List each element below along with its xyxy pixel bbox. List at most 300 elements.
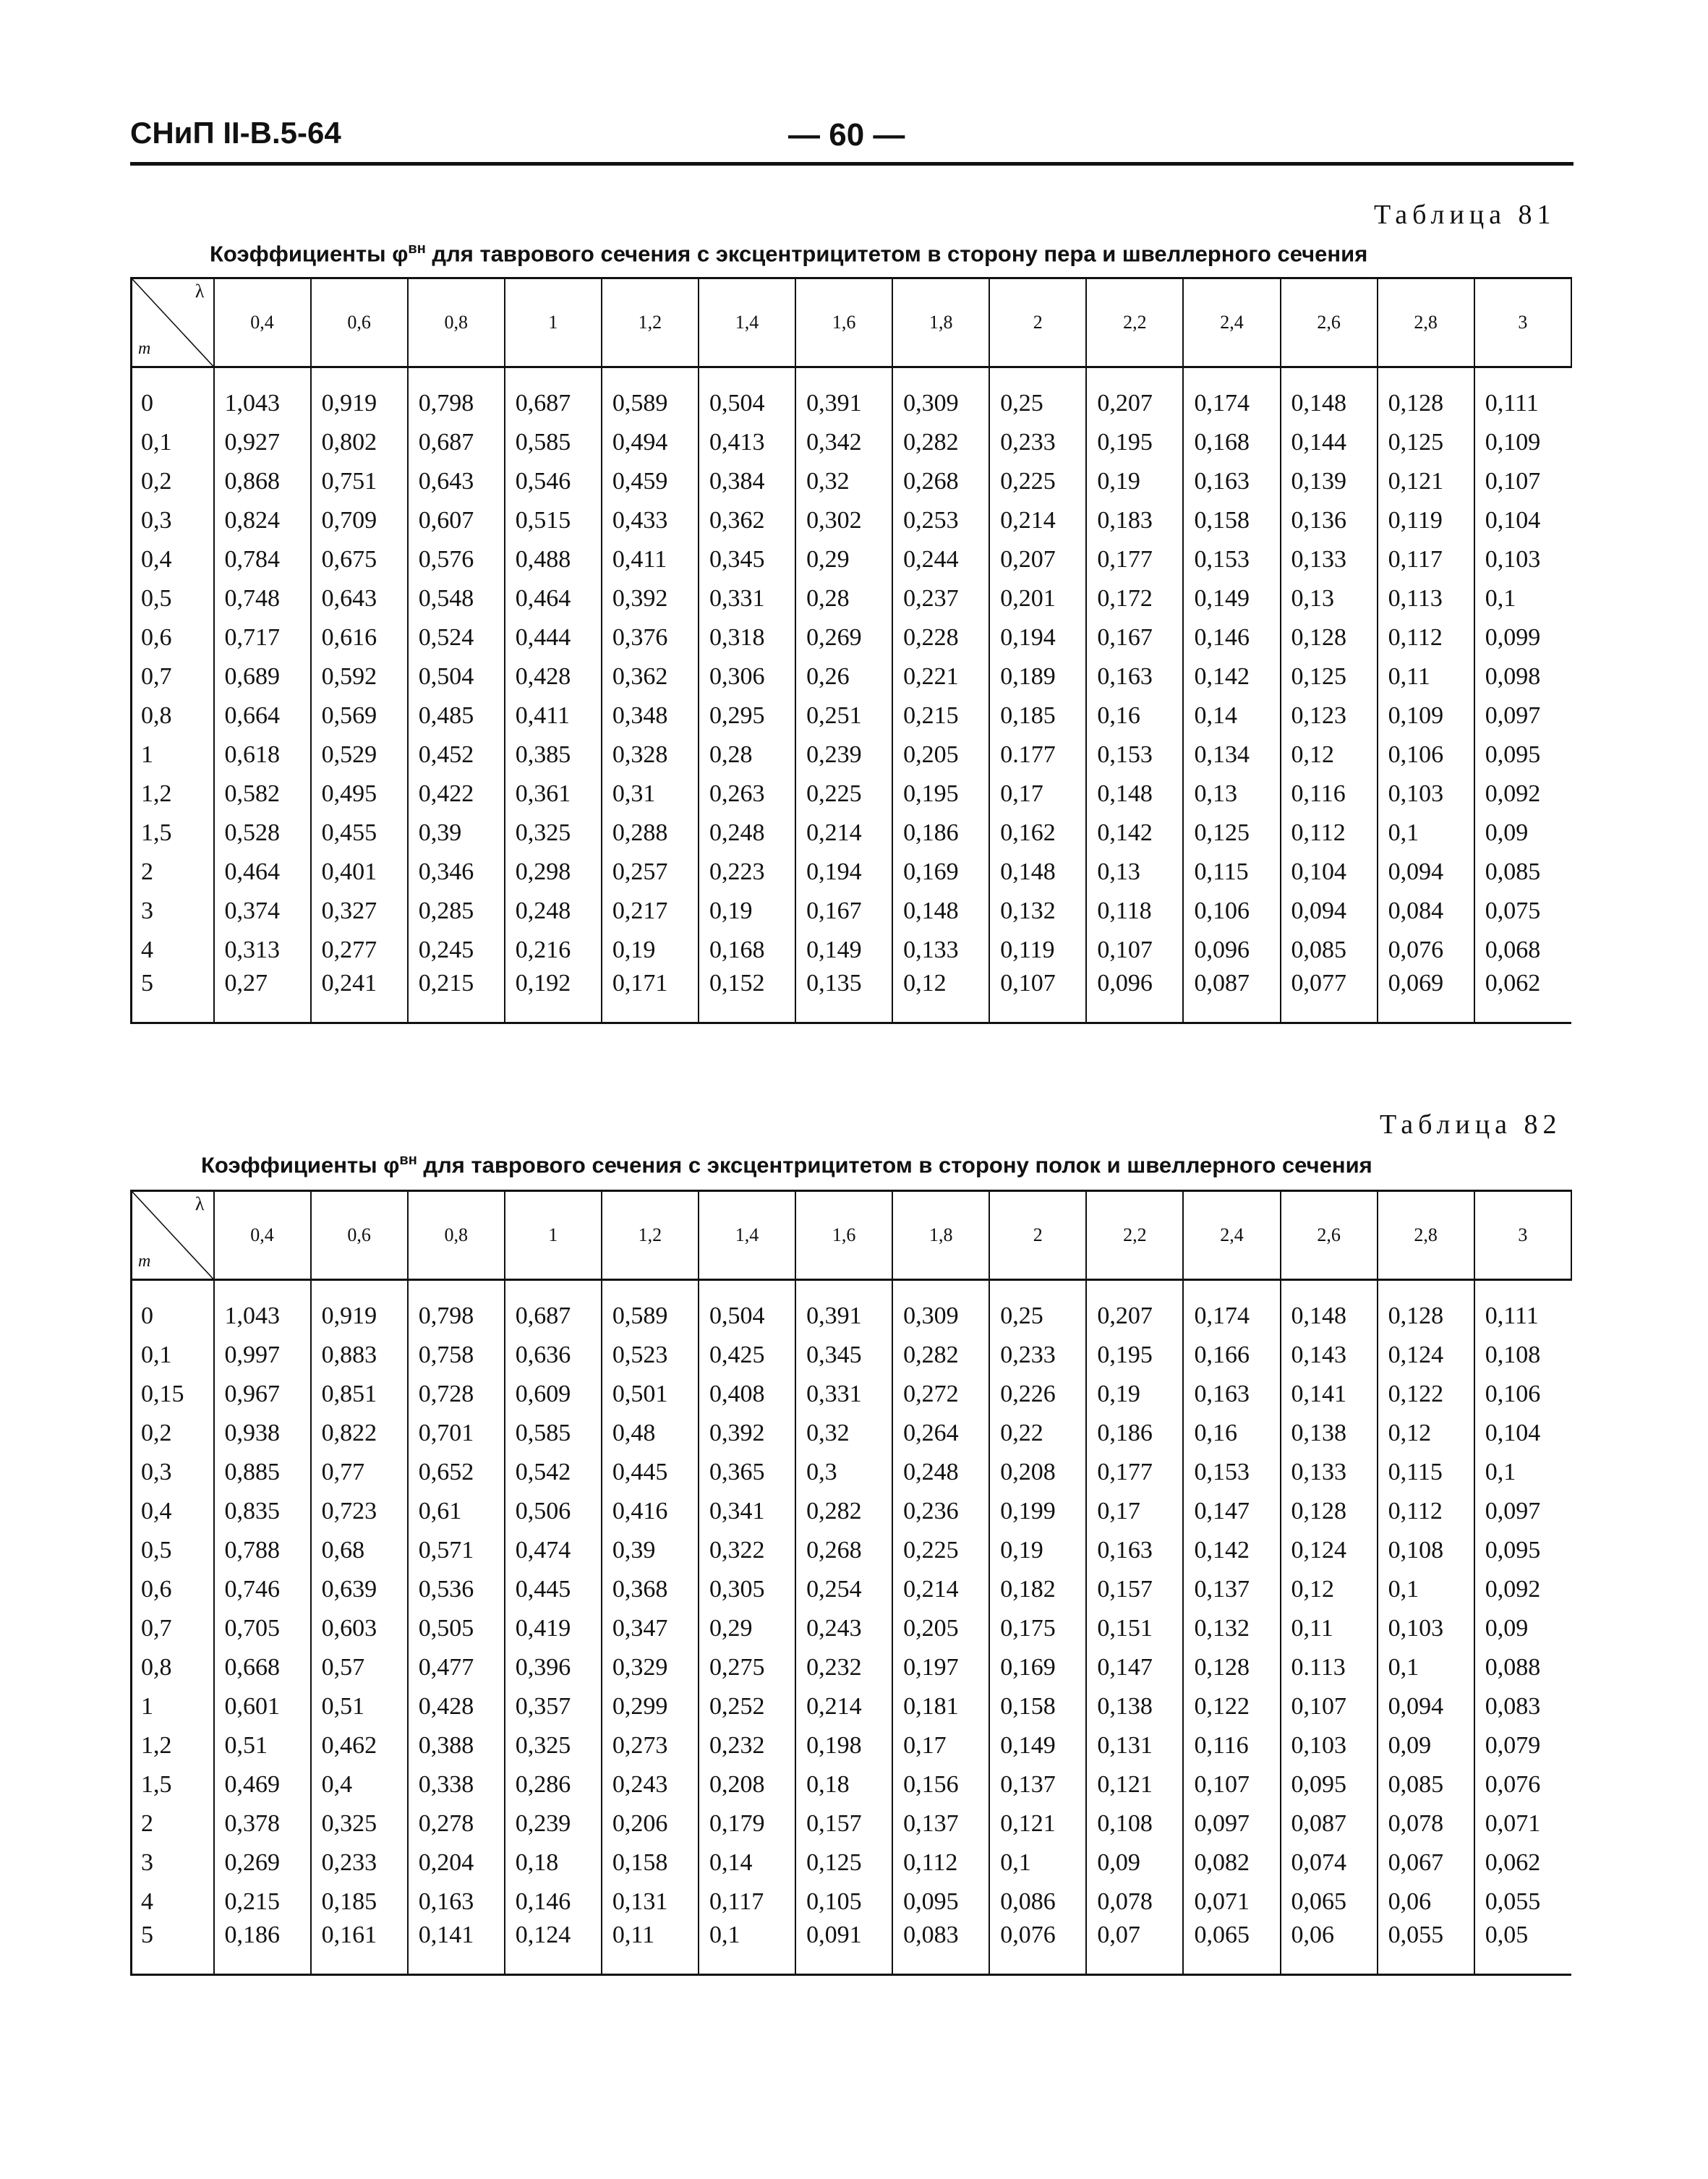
coefficient-cell: 0,086 [989, 1882, 1086, 1922]
coefficient-cell: 0,233 [311, 1843, 408, 1882]
coefficient-cell: 0,158 [602, 1843, 699, 1882]
coefficient-cell: 0,097 [1474, 696, 1571, 735]
coefficient-cell: 0,798 [408, 384, 505, 423]
coefficient-cell: 0,384 [699, 462, 795, 501]
coefficient-cell: 0,835 [214, 1492, 311, 1531]
coefficient-cell: 0,118 [1086, 892, 1183, 931]
coefficient-cell: 0,1 [699, 1922, 795, 1975]
coefficient-cell: 0,528 [214, 814, 311, 853]
row-m-value: 0,1 [132, 1336, 214, 1375]
coefficient-cell: 0,205 [892, 735, 989, 775]
coefficient-cell: 0,225 [795, 775, 892, 814]
coefficient-cell: 0,452 [408, 735, 505, 775]
coefficient-cell: 0,392 [602, 579, 699, 618]
coefficient-cell: 0,51 [311, 1687, 408, 1726]
coefficient-cell: 0,207 [989, 540, 1086, 579]
coefficient-cell: 0,174 [1183, 1297, 1280, 1336]
row-m-value: 0,8 [132, 1648, 214, 1687]
column-header: 0,8 [408, 278, 505, 367]
coefficient-cell: 0,094 [1378, 1687, 1474, 1726]
coefficient-cell: 0,244 [892, 540, 989, 579]
coefficient-cell: 0,153 [1183, 540, 1280, 579]
coefficient-cell: 0,709 [311, 501, 408, 540]
coefficient-cell: 0,504 [699, 384, 795, 423]
coefficient-cell: 0.113 [1281, 1648, 1378, 1687]
table-row [132, 1531, 1572, 1570]
coefficient-cell: 0,32 [795, 462, 892, 501]
coefficient-cell: 0,272 [892, 1375, 989, 1414]
coefficient-cell: 0,171 [602, 970, 699, 1023]
coefficient-cell: 0,919 [311, 1297, 408, 1336]
table-row [132, 814, 1572, 853]
coefficient-cell: 0,174 [1183, 384, 1280, 423]
coefficient-cell: 0,095 [1474, 735, 1571, 775]
coefficient-cell: 0,062 [1474, 970, 1571, 1023]
row-m-value: 0,15 [132, 1375, 214, 1414]
coefficient-cell: 0,075 [1474, 892, 1571, 931]
coefficient-cell: 0,25 [989, 1297, 1086, 1336]
coefficient-cell: 0,055 [1474, 1882, 1571, 1922]
coefficient-cell: 0,146 [505, 1882, 602, 1922]
corner-header [132, 1191, 214, 1280]
coefficient-cell: 0,133 [1281, 540, 1378, 579]
coefficient-cell: 0,112 [892, 1843, 989, 1882]
coefficient-cell: 0,097 [1474, 1492, 1571, 1531]
coefficient-cell: 0,368 [602, 1570, 699, 1609]
coefficient-cell: 0,938 [214, 1414, 311, 1453]
coefficient-cell: 0,12 [1281, 1570, 1378, 1609]
coefficient-cell: 0,181 [892, 1687, 989, 1726]
table-row [132, 384, 1572, 423]
coefficient-cell: 0,313 [214, 931, 311, 970]
coefficient-cell: 0,392 [699, 1414, 795, 1453]
coefficient-cell: 0,26 [795, 657, 892, 696]
table-row [132, 853, 1572, 892]
coefficient-cell: 0,179 [699, 1804, 795, 1843]
column-header: 2,2 [1086, 278, 1183, 367]
coefficient-cell: 0,788 [214, 1531, 311, 1570]
coefficient-cell: 0,11 [1378, 657, 1474, 696]
coefficient-cell: 0,607 [408, 501, 505, 540]
coefficient-cell: 0,919 [311, 384, 408, 423]
row-m-value: 1,5 [132, 814, 214, 853]
column-header: 0,6 [311, 1191, 408, 1280]
coefficient-cell: 0,194 [795, 853, 892, 892]
column-header: 1,2 [602, 1191, 699, 1280]
coefficient-cell: 0,748 [214, 579, 311, 618]
coefficient-cell: 0,169 [892, 853, 989, 892]
coefficient-cell: 0,119 [989, 931, 1086, 970]
coefficient-cell: 0,128 [1378, 384, 1474, 423]
coefficient-cell: 0,215 [892, 696, 989, 735]
column-header: 2,6 [1281, 278, 1378, 367]
coefficient-cell: 0,123 [1281, 696, 1378, 735]
coefficient-cell: 0,39 [602, 1531, 699, 1570]
coefficient-cell: 0,103 [1378, 1609, 1474, 1648]
coefficient-cell: 0,095 [1281, 1765, 1378, 1804]
row-m-value: 0,2 [132, 462, 214, 501]
coefficient-cell: 0,19 [602, 931, 699, 970]
coefficient-cell: 0,248 [892, 1453, 989, 1492]
table-81 [130, 277, 1572, 1024]
coefficient-cell: 0,428 [505, 657, 602, 696]
coefficient-cell: 0,214 [892, 1570, 989, 1609]
coefficient-cell: 0,197 [892, 1648, 989, 1687]
coefficient-cell: 0,225 [989, 462, 1086, 501]
coefficient-cell: 0,216 [505, 931, 602, 970]
coefficient-cell: 0,152 [699, 970, 795, 1023]
coefficient-cell: 0,062 [1474, 1843, 1571, 1882]
table-row [132, 1843, 1572, 1882]
coefficient-cell: 0,104 [1474, 501, 1571, 540]
coefficient-cell: 0,143 [1281, 1336, 1378, 1375]
coefficient-cell: 0,078 [1378, 1804, 1474, 1843]
coefficient-cell: 0,299 [602, 1687, 699, 1726]
table-row [132, 1414, 1572, 1453]
coefficient-cell: 0,156 [892, 1765, 989, 1804]
coefficient-cell: 0,592 [311, 657, 408, 696]
coefficient-cell: 0,163 [1183, 1375, 1280, 1414]
coefficient-cell: 0,243 [602, 1765, 699, 1804]
row-m-value: 5 [132, 1922, 214, 1975]
coefficient-cell: 0,967 [214, 1375, 311, 1414]
column-header: 1,6 [795, 1191, 892, 1280]
coefficient-cell: 0,067 [1378, 1843, 1474, 1882]
coefficient-cell: 0,148 [989, 853, 1086, 892]
column-header: 2 [989, 1191, 1086, 1280]
coefficient-cell: 0,167 [795, 892, 892, 931]
coefficient-cell: 0,104 [1281, 853, 1378, 892]
table-81-label: Таблица 81 [1374, 200, 1556, 230]
table-row [132, 657, 1572, 696]
coefficient-cell: 0,4 [311, 1765, 408, 1804]
table-row [132, 1765, 1572, 1804]
coefficient-cell: 0,069 [1378, 970, 1474, 1023]
coefficient-cell: 0,142 [1086, 814, 1183, 853]
coefficient-cell: 0,325 [505, 814, 602, 853]
table-row [132, 1297, 1572, 1336]
coefficient-cell: 0,589 [602, 1297, 699, 1336]
coefficient-cell: 0,425 [699, 1336, 795, 1375]
coefficient-cell: 0,253 [892, 501, 989, 540]
coefficient-cell: 0,391 [795, 1297, 892, 1336]
coefficient-cell: 0,28 [699, 735, 795, 775]
coefficient-cell: 0,885 [214, 1453, 311, 1492]
coefficient-cell: 0,185 [989, 696, 1086, 735]
coefficient-cell: 0,158 [989, 1687, 1086, 1726]
coefficient-cell: 0,19 [1086, 1375, 1183, 1414]
coefficient-cell: 0,14 [699, 1843, 795, 1882]
coefficient-cell: 0,11 [602, 1922, 699, 1975]
coefficient-cell: 0,135 [795, 970, 892, 1023]
coefficient-cell: 0,269 [795, 618, 892, 657]
table-row [132, 1492, 1572, 1531]
table-row [132, 1375, 1572, 1414]
coefficient-cell: 0,163 [408, 1882, 505, 1922]
coefficient-cell: 0,109 [1378, 696, 1474, 735]
coefficient-cell: 0,097 [1183, 1804, 1280, 1843]
coefficient-cell: 0,148 [1086, 775, 1183, 814]
coefficient-cell: 0,07 [1086, 1922, 1183, 1975]
coefficient-cell: 0,462 [311, 1726, 408, 1765]
coefficient-cell: 0,206 [602, 1804, 699, 1843]
coefficient-cell: 0,095 [892, 1882, 989, 1922]
coefficient-cell: 0,137 [989, 1765, 1086, 1804]
coefficient-cell: 0,309 [892, 1297, 989, 1336]
coefficient-cell: 0,177 [1086, 1453, 1183, 1492]
coefficient-cell: 0,728 [408, 1375, 505, 1414]
coefficient-cell: 0,28 [795, 579, 892, 618]
coefficient-cell: 0,585 [505, 1414, 602, 1453]
header-rule [130, 162, 1574, 166]
coefficient-cell: 0,746 [214, 1570, 311, 1609]
table-row [132, 696, 1572, 735]
coefficient-cell: 0,19 [989, 1531, 1086, 1570]
coefficient-cell: 0,119 [1378, 501, 1474, 540]
coefficient-cell: 0,17 [892, 1726, 989, 1765]
coefficient-cell: 0,601 [214, 1687, 311, 1726]
coefficient-cell: 0,071 [1183, 1882, 1280, 1922]
coefficient-cell: 0,485 [408, 696, 505, 735]
coefficient-cell: 0,085 [1281, 931, 1378, 970]
coefficient-cell: 0,523 [602, 1336, 699, 1375]
coefficient-cell: 0,131 [1086, 1726, 1183, 1765]
coefficient-cell: 0,582 [214, 775, 311, 814]
row-m-value: 0,5 [132, 579, 214, 618]
row-m-value: 0,7 [132, 1609, 214, 1648]
coefficient-cell: 0,428 [408, 1687, 505, 1726]
coefficient-cell: 0,459 [602, 462, 699, 501]
coefficient-cell: 0,341 [699, 1492, 795, 1531]
coefficient-cell: 0,104 [1474, 1414, 1571, 1453]
row-m-value: 1,2 [132, 775, 214, 814]
coefficient-cell: 0,701 [408, 1414, 505, 1453]
coefficient-cell: 0,106 [1474, 1375, 1571, 1414]
coefficient-cell: 0,643 [311, 579, 408, 618]
coefficient-cell: 0,124 [1378, 1336, 1474, 1375]
coefficient-cell: 0,132 [989, 892, 1086, 931]
coefficient-cell: 0,396 [505, 1648, 602, 1687]
coefficient-cell: 0,263 [699, 775, 795, 814]
coefficient-cell: 0,195 [1086, 423, 1183, 462]
coefficient-cell: 0,3 [795, 1453, 892, 1492]
coefficient-cell: 0,122 [1183, 1687, 1280, 1726]
coefficient-cell: 0,29 [795, 540, 892, 579]
coefficient-cell: 0,185 [311, 1882, 408, 1922]
coefficient-cell: 0,079 [1474, 1726, 1571, 1765]
coefficient-cell: 0,121 [1086, 1765, 1183, 1804]
coefficient-cell: 0,997 [214, 1336, 311, 1375]
coefficient-cell: 0,411 [505, 696, 602, 735]
coefficient-cell: 0,16 [1183, 1414, 1280, 1453]
coefficient-cell: 0,237 [892, 579, 989, 618]
coefficient-cell: 0,474 [505, 1531, 602, 1570]
column-header: 2,4 [1183, 1191, 1280, 1280]
column-header: 1,2 [602, 278, 699, 367]
coefficient-cell: 0,784 [214, 540, 311, 579]
coefficient-cell: 0,137 [892, 1804, 989, 1843]
coefficient-cell: 0,134 [1183, 735, 1280, 775]
coefficient-cell: 0,133 [892, 931, 989, 970]
coefficient-cell: 0,186 [1086, 1414, 1183, 1453]
coefficient-cell: 1,043 [214, 384, 311, 423]
coefficient-cell: 0,16 [1086, 696, 1183, 735]
coefficient-cell: 0,136 [1281, 501, 1378, 540]
row-m-value: 0,8 [132, 696, 214, 735]
coefficient-cell: 0,092 [1474, 1570, 1571, 1609]
coefficient-cell: 0,542 [505, 1453, 602, 1492]
coefficient-cell: 0,536 [408, 1570, 505, 1609]
coefficient-cell: 0,113 [1378, 579, 1474, 618]
coefficient-cell: 0,226 [989, 1375, 1086, 1414]
column-header: 2,6 [1281, 1191, 1378, 1280]
coefficient-cell: 0,208 [989, 1453, 1086, 1492]
table-row [132, 735, 1572, 775]
coefficient-cell: 0,122 [1378, 1375, 1474, 1414]
coefficient-cell: 0,128 [1378, 1297, 1474, 1336]
table-row [132, 1922, 1572, 1975]
coefficient-cell: 0,141 [1281, 1375, 1378, 1414]
column-header: 1 [505, 1191, 602, 1280]
column-header: 1,6 [795, 278, 892, 367]
table-row [132, 775, 1572, 814]
coefficient-cell: 0,306 [699, 657, 795, 696]
coefficient-cell: 0,268 [795, 1531, 892, 1570]
row-m-value: 0,6 [132, 1570, 214, 1609]
coefficient-cell: 0,68 [311, 1531, 408, 1570]
coefficient-cell: 0,25 [989, 384, 1086, 423]
column-header: 1 [505, 278, 602, 367]
coefficient-cell: 0,48 [602, 1414, 699, 1453]
coefficient-cell: 0,413 [699, 423, 795, 462]
coefficient-cell: 0,153 [1183, 1453, 1280, 1492]
coefficient-cell: 0,166 [1183, 1336, 1280, 1375]
coefficient-cell: 0,401 [311, 853, 408, 892]
table-row [132, 501, 1572, 540]
coefficient-cell: 0,17 [1086, 1492, 1183, 1531]
coefficient-cell: 0,548 [408, 579, 505, 618]
coefficient-cell: 0,163 [1183, 462, 1280, 501]
coefficient-cell: 0,687 [505, 1297, 602, 1336]
coefficient-cell: 0,488 [505, 540, 602, 579]
coefficient-cell: 0,362 [699, 501, 795, 540]
coefficient-cell: 0,504 [408, 657, 505, 696]
coefficient-cell: 0,146 [1183, 618, 1280, 657]
coefficient-cell: 0,346 [408, 853, 505, 892]
coefficient-cell: 0,09 [1474, 814, 1571, 853]
coefficient-cell: 0,252 [699, 1687, 795, 1726]
coefficient-cell: 0,758 [408, 1336, 505, 1375]
coefficient-cell: 1,043 [214, 1297, 311, 1336]
coefficient-cell: 0,108 [1474, 1336, 1571, 1375]
coefficient-cell: 0,065 [1183, 1922, 1280, 1975]
coefficient-cell: 0,318 [699, 618, 795, 657]
coefficient-cell: 0,214 [795, 814, 892, 853]
coefficient-cell: 0,298 [505, 853, 602, 892]
coefficient-cell: 0,147 [1086, 1648, 1183, 1687]
coefficient-cell: 0,464 [505, 579, 602, 618]
coefficient-cell: 0,325 [311, 1804, 408, 1843]
column-header: 0,4 [214, 278, 311, 367]
coefficient-cell: 0,609 [505, 1375, 602, 1414]
table-row [132, 1609, 1572, 1648]
row-m-value: 1,2 [132, 1726, 214, 1765]
coefficient-cell: 0,576 [408, 540, 505, 579]
coefficient-cell: 0,636 [505, 1336, 602, 1375]
coefficient-cell: 0,139 [1281, 462, 1378, 501]
coefficient-cell: 0,084 [1378, 892, 1474, 931]
coefficient-cell: 0,163 [1086, 657, 1183, 696]
coefficient-cell: 0,074 [1281, 1843, 1378, 1882]
table-row [132, 892, 1572, 931]
coefficient-cell: 0,167 [1086, 618, 1183, 657]
row-m-value: 1,5 [132, 1765, 214, 1804]
coefficient-cell: 0,105 [795, 1882, 892, 1922]
row-m-value: 4 [132, 1882, 214, 1922]
column-header: 1,4 [699, 278, 795, 367]
coefficient-cell: 0,687 [505, 384, 602, 423]
coefficient-cell: 0,208 [699, 1765, 795, 1804]
coefficient-cell: 0,09 [1378, 1726, 1474, 1765]
coefficient-cell: 0,083 [892, 1922, 989, 1975]
coefficient-cell: 0,51 [214, 1726, 311, 1765]
coefficient-cell: 0,088 [1474, 1648, 1571, 1687]
coefficient-cell: 0,1 [1474, 579, 1571, 618]
coefficient-cell: 0,099 [1474, 618, 1571, 657]
coefficient-cell: 0,232 [699, 1726, 795, 1765]
table-row [132, 931, 1572, 970]
coefficient-cell: 0,214 [989, 501, 1086, 540]
coefficient-cell: 0,205 [892, 1609, 989, 1648]
coefficient-cell: 0,115 [1378, 1453, 1474, 1492]
coefficient-cell: 0,071 [1474, 1804, 1571, 1843]
coefficient-cell: 0,085 [1474, 853, 1571, 892]
coefficient-cell: 0,248 [505, 892, 602, 931]
coefficient-cell: 0,233 [989, 423, 1086, 462]
coefficient-cell: 0,103 [1281, 1726, 1378, 1765]
coefficient-cell: 0,824 [214, 501, 311, 540]
coefficient-cell: 0,374 [214, 892, 311, 931]
coefficient-cell: 0,087 [1183, 970, 1280, 1023]
coefficient-cell: 0,32 [795, 1414, 892, 1453]
coefficient-cell: 0,121 [1378, 462, 1474, 501]
coefficient-cell: 0,376 [602, 618, 699, 657]
coefficient-cell: 0,13 [1183, 775, 1280, 814]
row-m-value: 1 [132, 1687, 214, 1726]
coefficient-cell: 0,469 [214, 1765, 311, 1804]
table-row [132, 1453, 1572, 1492]
coefficient-cell: 0,12 [1378, 1414, 1474, 1453]
coefficient-cell: 0,175 [989, 1609, 1086, 1648]
coefficient-cell: 0,348 [602, 696, 699, 735]
row-m-value: 0,7 [132, 657, 214, 696]
coefficient-cell: 0,569 [311, 696, 408, 735]
coefficient-cell: 0,639 [311, 1570, 408, 1609]
coefficient-cell: 0,215 [408, 970, 505, 1023]
coefficient-cell: 0,385 [505, 735, 602, 775]
coefficient-cell: 0,408 [699, 1375, 795, 1414]
coefficient-cell: 0,331 [795, 1375, 892, 1414]
coefficient-cell: 0,168 [1183, 423, 1280, 462]
coefficient-cell: 0,107 [1086, 931, 1183, 970]
coefficient-cell: 0,148 [1281, 384, 1378, 423]
coefficient-cell: 0,239 [505, 1804, 602, 1843]
coefficient-cell: 0,094 [1281, 892, 1378, 931]
coefficient-cell: 0,132 [1183, 1609, 1280, 1648]
coefficient-cell: 0,06 [1281, 1922, 1378, 1975]
coefficient-cell: 0,144 [1281, 423, 1378, 462]
coefficient-cell: 0,295 [699, 696, 795, 735]
